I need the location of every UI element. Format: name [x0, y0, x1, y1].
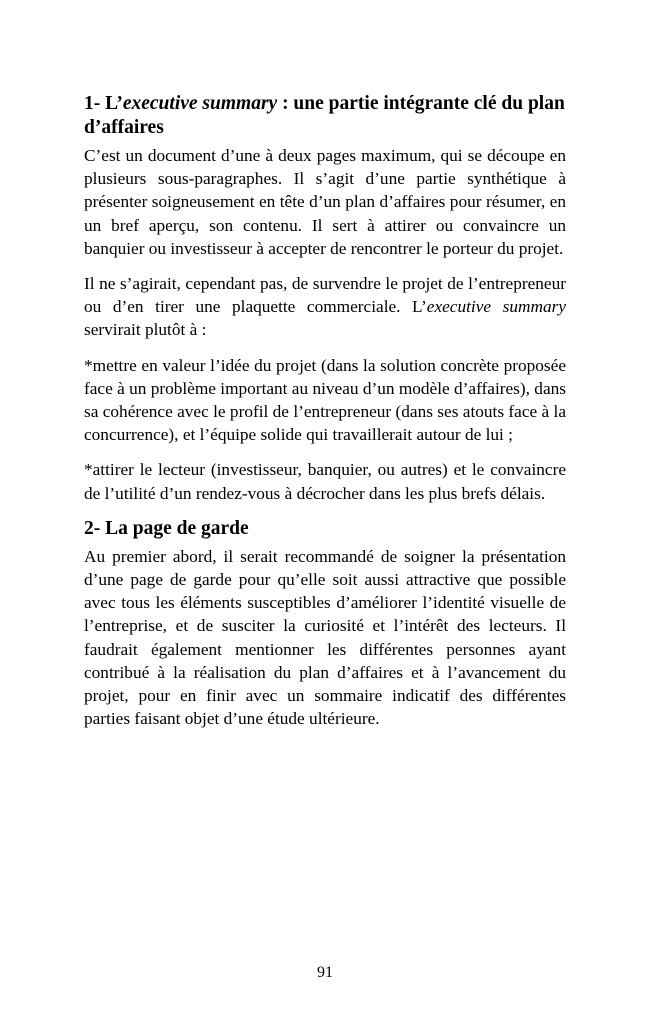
- section-1-paragraph-1: C’est un document d’une à deux pages maximum, qui se découpe en plusieurs sous-paragraphes. Il s’agit d’une partie synthétique à présenter soigneusement en tête d’un plan d’affaires pour résumer, en un bref aperçu, son contenu. Il sert à attirer ou convaincre un banquier ou investisseur à accepter de rencontrer le porteur du projet.: [84, 146, 566, 258]
- section-2-paragraph: Au premier abord, il serait recommandé de soigner la présentation d’une page de garde pour qu’elle soit aussi attractive que possible avec tous les éléments susceptibles d’améliorer l’identité visuelle de l’entreprise, et de susciter la curiosité et l’intérêt des lecteurs. Il faudrait également mentionner les différentes personnes ayant contribué à la réalisation du plan d’affaires et à l’avancement du projet, pour en finir avec un sommaire indicatif des différentes parties faisant objet d’une étude ultérieure.: [84, 546, 566, 729]
- page-number: 91: [317, 964, 333, 981]
- section-1-paragraph-2-suffix: servirait plutôt à :: [84, 320, 207, 340]
- section-1-heading-suffix: : une partie intégrante clé du plan d’affaires: [84, 93, 565, 138]
- section-1-bullet-1: *mettre en valeur l’idée du projet (dans la solution concrète proposée face à un problème important au niveau d’un modèle d’affaires), dans sa cohérence avec le profil de l’entrepreneur (dans ses atouts face à la concurrence), et l’équipe solide qui travaillerait autour de lui ;: [84, 355, 566, 445]
- page-content: [84, 92, 566, 742]
- section-1-heading-prefix: 1- L’: [84, 93, 123, 114]
- section-1-heading-italic: executive summary: [122, 93, 278, 114]
- section-1-paragraph-2-text: Il ne s’agirait, cependant pas, de survendre le projet de l’entrepreneur ou d’en tirer une plaquette commerciale. L’: [84, 274, 566, 317]
- section-2-heading: 2- La page de garde: [84, 517, 249, 539]
- section-1-heading: [84, 92, 566, 140]
- section-1-bullet-2: *attirer le lecteur (investisseur, banquier, ou autres) et le convaincre de l’utilité d’un rendez-vous à décrocher dans les plus brefs délais.: [84, 460, 566, 503]
- section-1-paragraph-2: [84, 272, 566, 342]
- section-1-paragraph-2-italic: executive summary: [426, 297, 566, 317]
